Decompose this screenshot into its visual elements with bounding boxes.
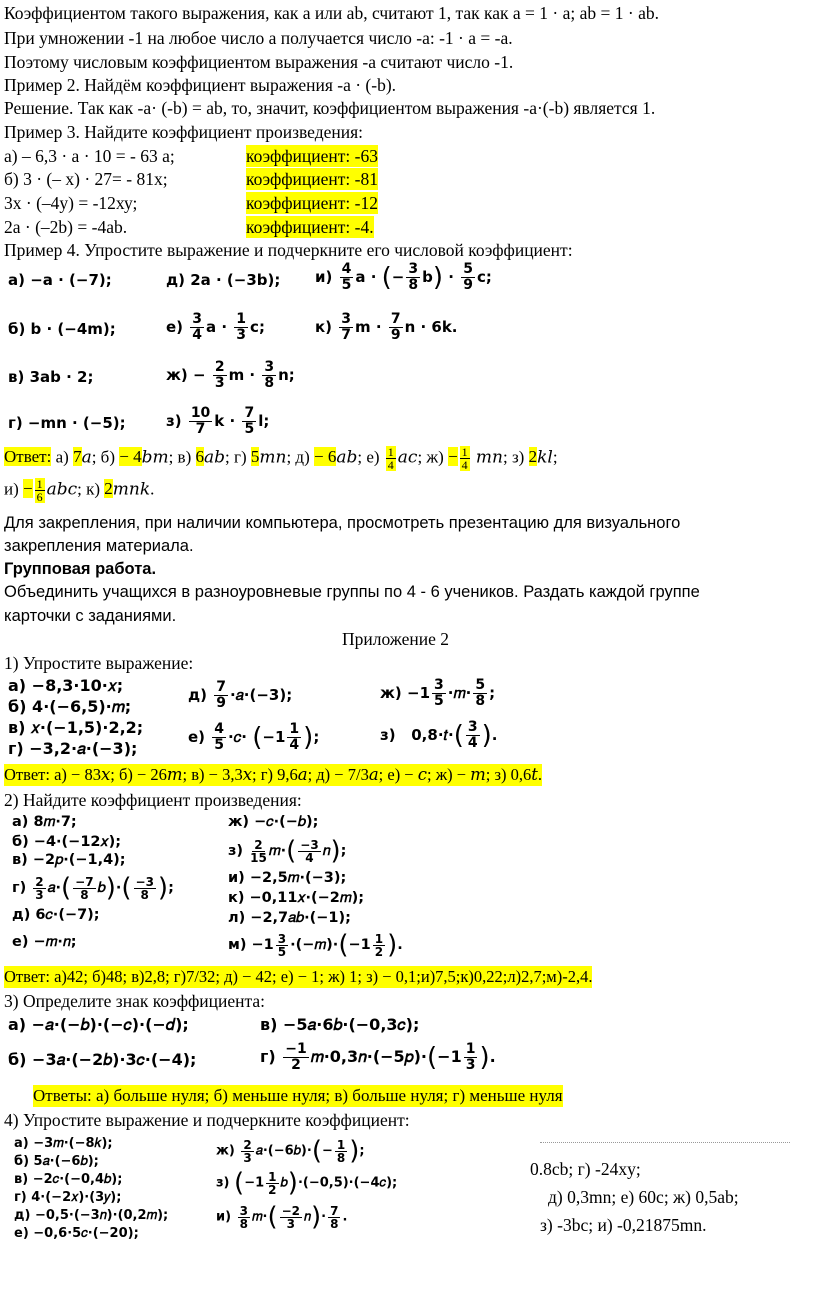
task2-z: з) $\frac{2}{15}$ 𝑚·( $\frac{-3}{4}$ 𝑛); <box>228 836 347 866</box>
task2-g: г) $\frac{2}{3}$ 𝑎·( $\frac{-7}{8}$ 𝑏)·( $\frac{-3}{8}$ ); <box>12 873 174 903</box>
task2-v: в) −2𝑝·(−1,4); <box>12 852 126 868</box>
task2-zh: ж) −𝑐·(−𝑏); <box>228 814 319 830</box>
answer-task2: Ответ: а)42; б)48; в)2,8; г)7/32; д) − 42; е) − 1; ж) 1; з) − 0,1;и)7,5;к)0,22;л)2,7;м)-2,4. <box>4 967 593 986</box>
task2-i: и) −2,5𝑚·(−3); <box>228 870 347 886</box>
example2-solution: Решение. Так как -а· (-b) = аb, то, значит, коэффициентом выражения -а·(-b) является 1. <box>4 98 656 118</box>
answer-task3: Ответы: а) больше нуля; б) меньше нуля; в) больше нуля; г) меньше нуля <box>33 1086 563 1105</box>
task4-title: 4) Упростите выражение и подчеркните коэффициент: <box>4 1110 410 1130</box>
ex4-item-v: в) 3аb · 2; <box>8 368 94 386</box>
example3-row-1: а) – 6,3 · а · 10 = - 63 а; <box>4 146 175 166</box>
example3-row-4: 2а · (–2b) = -4аb. <box>4 217 128 237</box>
intro-line-1: Коэффициентом такого выражения, как а или аb, считают 1, так как а = 1 · а; аb = 1 · аb. <box>4 3 659 23</box>
task4-answer-divider <box>540 1142 790 1143</box>
task2-a: а) 8𝑚·7; <box>12 814 77 830</box>
example3-coef-1: коэффициент: -63 <box>246 146 379 166</box>
example3-coef-3: коэффициент: -12 <box>246 193 379 213</box>
ex4-item-z: з) $\frac{10}{7}$ k · $\frac{7}{5}$ l; <box>166 405 270 437</box>
task4-zh: ж) $\frac{2}{3}$ 𝑎·(−6𝑏)·(− $\frac{1}{8}$ ); <box>216 1136 365 1166</box>
task4-z: з) (−1 $\frac{1}{2}$ 𝑏)·(−0,5)·(−4𝑐); <box>216 1168 398 1198</box>
answer-task1: Ответ: а) − 83𝑥; б) − 26𝑚; в) − 3,3𝑥; г) 9,6𝑎; д) − 7/3𝑎; е) − 𝑐; ж) − 𝑚; з) 0,6𝑡. <box>4 765 543 784</box>
reinforce-line-1: Для закрепления, при наличии компьютера, просмотреть презентацию для визуального <box>4 514 681 532</box>
task4-a: а) −3𝑚·(−8𝑘); <box>14 1136 113 1151</box>
answer-example4-line1: Ответ: а) 7𝑎; б) − 4𝑏𝑚; в) 6𝑎𝑏; г) 5𝑚𝑛; д) − 6𝑎𝑏; е) $\frac{1}{4}$ 𝑎𝑐; ж) − $\frac{1}{4}$ 𝑚𝑛; з) 2𝑘𝑙; <box>4 445 558 472</box>
task4-v: в) −2𝑐·(−0,4𝑏); <box>14 1172 123 1187</box>
task4-answer-line3: з) -3bc; и) -0,21875mn. <box>540 1215 707 1235</box>
task2-k: к) −0,11𝑥·(−2𝑚); <box>228 890 365 906</box>
example3-row-2: б) 3 · (– х) · 27= - 81х; <box>4 169 168 189</box>
task1-a: а) −8,3·10·𝑥; <box>8 676 124 695</box>
task3-v: в) −5𝑎·6𝑏·(−0,3𝑐); <box>260 1015 420 1034</box>
answer-example4-line2: и) − $\frac{1}{6}$ 𝑎𝑏𝑐; к) 2𝑚𝑛𝑘. <box>4 477 155 504</box>
task2-title: 2) Найдите коэффициент произведения: <box>4 790 302 810</box>
ex4-item-b: б) b · (−4m); <box>8 320 116 338</box>
ex4-item-i: и) $\frac{4}{5}$ а · (− $\frac{3}{8}$ b) · $\frac{5}{9}$ c; <box>315 261 492 293</box>
task1-zh: ж) −1 $\frac{3}{5}$ ·𝑚· $\frac{5}{8}$ ; <box>380 677 496 709</box>
task1-z: з) 0,8·𝑡·( $\frac{3}{4}$ ). <box>380 719 498 751</box>
ex4-item-a: а) −а · (−7); <box>8 271 112 289</box>
appendix-title: Приложение 2 <box>342 629 450 649</box>
task4-e: е) −0,6·5𝑐·(−20); <box>14 1226 139 1241</box>
task4-answer-line2: д) 0,3mn; е) 60c; ж) 0,5ab; <box>548 1187 739 1207</box>
task1-title: 1) Упростите выражение: <box>4 653 194 673</box>
ex4-item-zh: ж) − $\frac{2}{3}$ m · $\frac{3}{8}$ n; <box>166 359 295 391</box>
ex4-item-d: д) 2а · (−3b); <box>166 271 281 289</box>
reinforce-line-2: закрепления материала. <box>4 537 194 555</box>
example4-title: Пример 4. Упростите выражение и подчеркните его числовой коэффициент: <box>4 240 573 260</box>
task2-b: б) −4·(−12𝑥); <box>12 834 122 850</box>
task4-answer-line1: 0.8cb; г) -24xy; <box>530 1159 641 1179</box>
intro-line-3: Поэтому числовым коэффициентом выражения -а считают число -1. <box>4 52 514 72</box>
task1-e: е) $\frac{4}{5}$ ·𝑐· (−1 $\frac{1}{4}$ ); <box>188 721 320 753</box>
group-text-2: карточки с заданиями. <box>4 607 177 625</box>
task1-v: в) 𝑥·(−1,5)·2,2; <box>8 718 144 737</box>
task2-e: е) −𝑚·𝑛; <box>12 934 77 950</box>
example3-row-3: 3х · (–4у) = -12ху; <box>4 193 138 213</box>
task1-d: д) $\frac{7}{9}$ ·𝑎·(−3); <box>188 679 293 711</box>
ex4-item-e: е) $\frac{3}{4}$ а · $\frac{1}{3}$ c; <box>166 311 265 343</box>
ex4-item-g: г) −mn · (−5); <box>8 414 126 432</box>
task3-title: 3) Определите знак коэффициента: <box>4 991 266 1011</box>
task2-m: м) −1 $\frac{3}{5}$ ·(−𝑚)·(−1 $\frac{1}{2}$ ). <box>228 930 403 960</box>
task3-g: г) $\frac{-1}{2}$ 𝑚·0,3𝑛·(−5𝑝)·(−1 $\frac{1}{3}$ ). <box>260 1041 496 1073</box>
example2-title: Пример 2. Найдём коэффициент выражения -а · (-b). <box>4 75 397 95</box>
ex4-item-k: к) $\frac{3}{7}$ m · $\frac{7}{9}$ n · 6k. <box>315 311 458 343</box>
group-work-title: Групповая работа. <box>4 560 157 578</box>
task3-b: б) −3𝑎·(−2𝑏)·3𝑐·(−4); <box>8 1050 197 1069</box>
task2-d: д) 6𝑐·(−7); <box>12 907 100 923</box>
task1-b: б) 4·(−6,5)·𝑚; <box>8 697 132 716</box>
example3-title: Пример 3. Найдите коэффициент произведения: <box>4 122 364 142</box>
task4-b: б) 5𝑎·(−6𝑏); <box>14 1154 99 1169</box>
task4-d: д) −0,5·(−3𝑛)·(0,2𝑚); <box>14 1208 169 1223</box>
task4-i: и) $\frac{3}{8}$ 𝑚·( $\frac{-2}{3}$ 𝑛)· $\frac{7}{8}$ . <box>216 1202 348 1232</box>
group-text-1: Объединить учащихся в разноуровневые группы по 4 - 6 учеников. Раздать каждой группе <box>4 583 700 601</box>
example3-coef-2: коэффициент: -81 <box>246 169 379 189</box>
task1-g: г) −3,2·𝑎·(−3); <box>8 739 138 758</box>
example3-coef-4: коэффициент: -4. <box>246 217 374 237</box>
task3-a: а) −𝑎·(−𝑏)·(−𝑐)·(−𝑑); <box>8 1015 189 1034</box>
intro-line-2: При умножении -1 на любое число а получается число -а: -1 · а = -а. <box>4 28 513 48</box>
task4-g: г) 4·(−2𝑥)·(3𝑦); <box>14 1190 122 1205</box>
task2-l: л) −2,7𝑎𝑏·(−1); <box>228 910 351 926</box>
